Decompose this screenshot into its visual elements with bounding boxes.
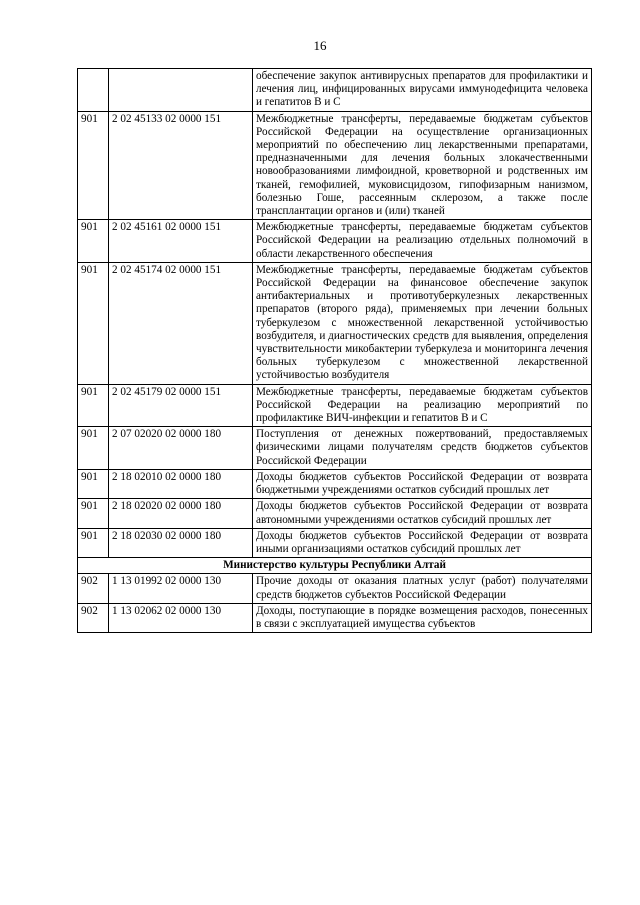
admin-code-cell: 901 (78, 469, 109, 498)
revenue-code-cell: 2 18 02020 02 0000 180 (109, 499, 253, 528)
revenue-name-cell: Доходы бюджетов субъектов Российской Федерации от возврата иными организациями остатков субсидий прошлых лет (253, 528, 592, 557)
revenue-name-cell: Межбюджетные трансферты, передаваемые бюджетам субъектов Российской Федерации на финансовое обеспечение закупок антибактериальных и противотуберкулезных лекарственных препаратов (второго ряда), применяемых при лечении больных туберкулезом с множественной лекарственной устойчивостью возбудителя, и диагностических средств для выявления, определения чувствительности микобактерии туберкулеза и мониторинга лечения больных туберкулезом с множественной лекарственной устойчивостью возбудителя (253, 262, 592, 384)
revenue-code-cell: 2 02 45174 02 0000 151 (109, 262, 253, 384)
admin-code-cell: 901 (78, 528, 109, 557)
admin-code-cell: 901 (78, 499, 109, 528)
revenue-name-cell: Доходы, поступающие в порядке возмещения расходов, понесенных в связи с эксплуатацией имущества субъектов (253, 603, 592, 632)
admin-code-cell: 902 (78, 603, 109, 632)
revenue-code-cell: 2 18 02010 02 0000 180 (109, 469, 253, 498)
revenue-name-cell: Поступления от денежных пожертвований, предоставляемых физическими лицами получателям средств бюджетов субъектов Российской Федерации (253, 427, 592, 470)
section-header-row (78, 558, 592, 574)
table-row (78, 384, 592, 427)
section-title: Министерство культуры Республики Алтай (78, 558, 592, 574)
table-row (78, 111, 592, 220)
admin-code-cell: 901 (78, 111, 109, 220)
revenue-name-cell: Межбюджетные трансферты, передаваемые бюджетам субъектов Российской Федерации на реализацию мероприятий по профилактике ВИЧ-инфекции и гепатитов В и С (253, 384, 592, 427)
revenue-name-cell: Доходы бюджетов субъектов Российской Федерации от возврата бюджетными учреждениями остатков субсидий прошлых лет (253, 469, 592, 498)
revenue-code-cell: 1 13 01992 02 0000 130 (109, 574, 253, 603)
revenue-name-cell: обеспечение закупок антивирусных препаратов для профилактики и лечения лиц, инфицированных вирусами иммунодефицита человека и гепатитов В и С (253, 69, 592, 112)
revenue-name-cell: Прочие доходы от оказания платных услуг (работ) получателями средств бюджетов субъектов Российской Федерации (253, 574, 592, 603)
revenue-name-cell: Межбюджетные трансферты, передаваемые бюджетам субъектов Российской Федерации на реализацию отдельных полномочий в области лекарственного обеспечения (253, 220, 592, 263)
table-row (78, 574, 592, 603)
revenue-name-cell: Доходы бюджетов субъектов Российской Федерации от возврата автономными учреждениями остатков субсидий прошлых лет (253, 499, 592, 528)
table-row (78, 262, 592, 384)
page-number: 16 (313, 38, 327, 53)
admin-code-cell: 902 (78, 574, 109, 603)
table-row (78, 603, 592, 632)
revenue-name-cell: Межбюджетные трансферты, передаваемые бюджетам субъектов Российской Федерации на осуществление организационных мероприятий по обеспечению лиц лекарственными препаратами, предназначенными для лечения больных злокачественными новообразованиями лимфоидной, кроветворной и родственных им тканей, гемофилией, муковисцидозом, гипофизарным нанизмом, болезнью Гоше, рассеянным склерозом, а также после трансплантации органов и (или) тканей (253, 111, 592, 220)
revenue-code-cell: 2 07 02020 02 0000 180 (109, 427, 253, 470)
revenue-code-cell: 2 02 45179 02 0000 151 (109, 384, 253, 427)
admin-code-cell (78, 69, 109, 112)
admin-code-cell: 901 (78, 220, 109, 263)
revenue-code-cell: 2 02 45161 02 0000 151 (109, 220, 253, 263)
table-row (78, 528, 592, 557)
admin-code-cell: 901 (78, 384, 109, 427)
admin-code-cell: 901 (78, 262, 109, 384)
admin-code-cell: 901 (78, 427, 109, 470)
table-row (78, 427, 592, 470)
table-row (78, 469, 592, 498)
table-row (78, 69, 592, 112)
table-row (78, 499, 592, 528)
budget-codes-table (77, 68, 592, 633)
revenue-code-cell: 2 18 02030 02 0000 180 (109, 528, 253, 557)
revenue-code-cell: 2 02 45133 02 0000 151 (109, 111, 253, 220)
revenue-code-cell (109, 69, 253, 112)
revenue-code-cell: 1 13 02062 02 0000 130 (109, 603, 253, 632)
table-row (78, 220, 592, 263)
